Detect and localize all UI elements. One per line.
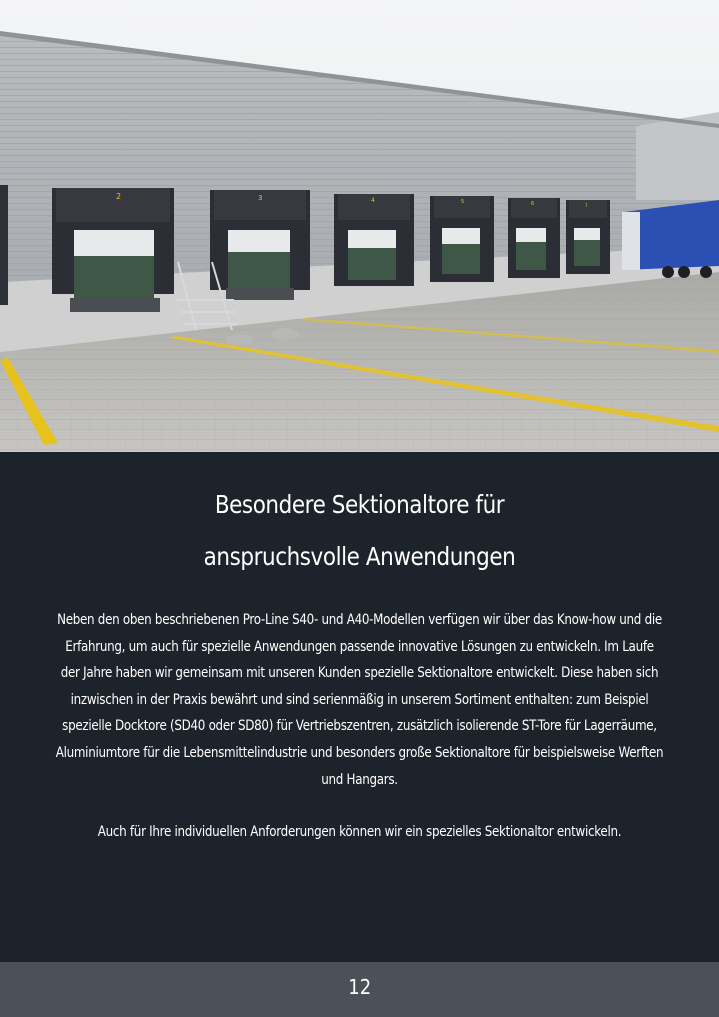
heading-line-1: Besondere Sektionaltore für (214, 490, 505, 519)
heading-line-2: anspruchsvolle Anwendungen (203, 542, 516, 571)
dock-door-6 (508, 198, 560, 278)
svg-text:3: 3 (258, 194, 263, 202)
svg-text:7: 7 (585, 203, 588, 208)
dock-door-4 (334, 194, 414, 286)
body-paragraph-1: Neben den oben beschriebenen Pro-Line S40- und A40-Modellen verfügen wir über das Know-how und die Erfahrung, um auch für spezielle Anwendungen passende innovative Lösungen zu entwickeln. Im Laufe der Jahre haben wir gemeinsam mit unseren Kunden spezielle Sektionaltore entwickelt. Diese haben sich inzwischen in der Praxis bewährt und sind serienmäßig in unserem Sortiment enthalten: zum Beispiel spezielle Docktore (SD40 oder SD80) für Vertriebszentren, zusätzlich isolierende ST-Tore für Lagerräume, Aluminiumtore für die Lebensmittelindustrie und besonders große Sektionaltore für beispielsweise Werften und Hangars. (55, 612, 664, 788)
svg-text:4: 4 (371, 197, 375, 204)
svg-text:5: 5 (461, 199, 465, 205)
page-number: 12 (348, 974, 371, 999)
dock-door-2 (52, 188, 174, 312)
body-paragraph-2: Auch für Ihre individuellen Anforderungen können wir ein spezielles Sektionaltor entwickeln. (97, 824, 622, 841)
text-panel (0, 452, 719, 962)
svg-text:6: 6 (531, 201, 535, 207)
page-heading (92, 479, 628, 583)
loading-dock-photo (0, 0, 719, 452)
body-text (54, 607, 665, 846)
blue-truck-trailer (622, 200, 719, 278)
dock-door-5 (430, 196, 494, 282)
svg-text:2: 2 (116, 192, 122, 201)
dock-door-7 (566, 200, 610, 274)
dock-door-3 (210, 190, 310, 300)
page-footer (0, 962, 719, 1017)
